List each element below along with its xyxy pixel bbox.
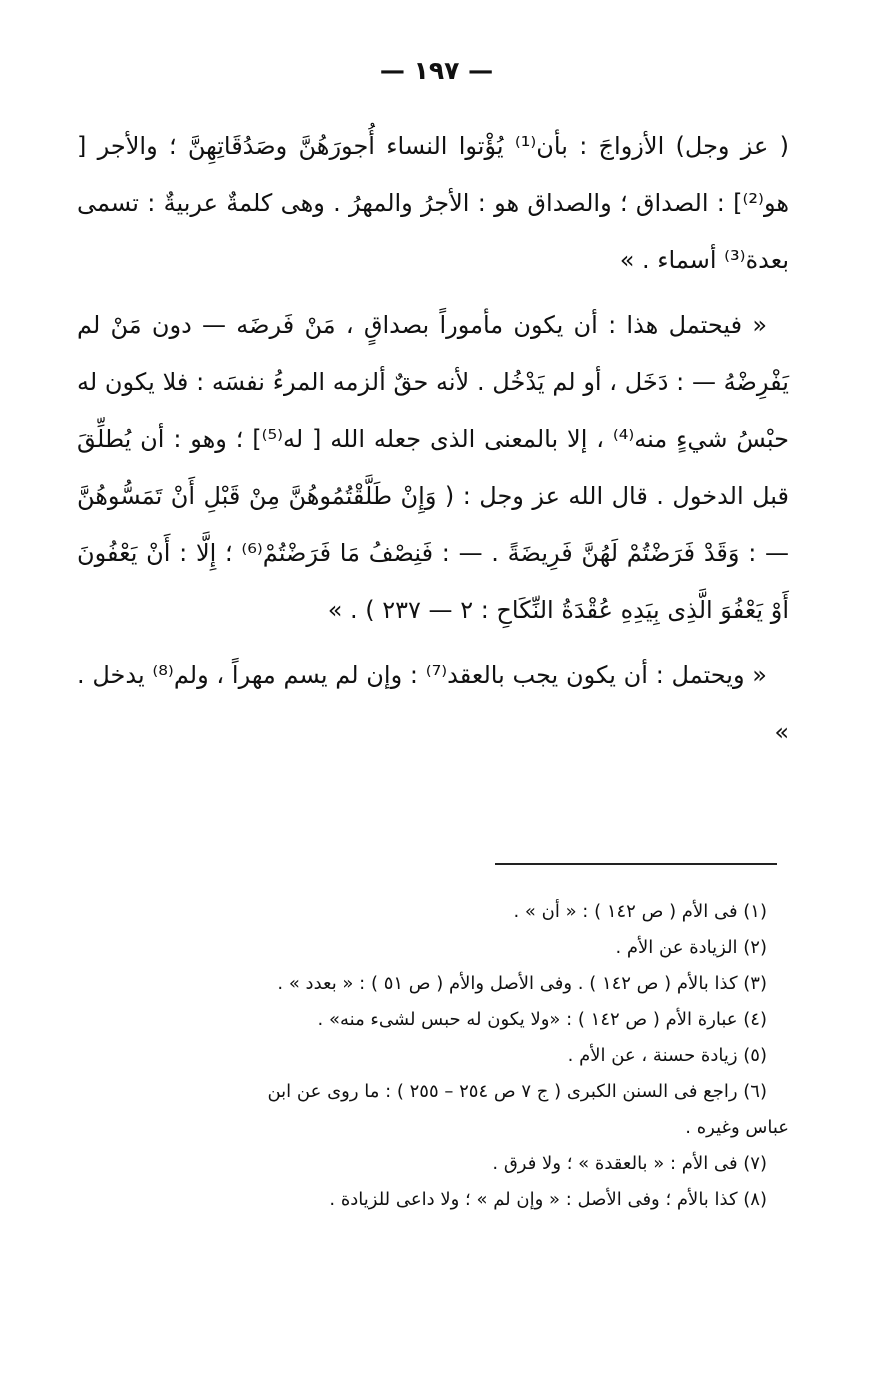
footnote-2: (٢) الزيادة عن الأم . xyxy=(615,937,767,958)
footnote-6: (٦) راجع فى السنن الكبرى ( ج ٧ ص ٢٥٤ – ٢٥٥ ) : ما روى عن ابن xyxy=(267,1081,767,1102)
paragraph-continuation: ( عز وجل) الأزواجَ : بأن⁽¹⁾ يُؤْتوا النساء أُجورَهُنَّ وصَدُقَاتِهِنَّ ؛ والأجر [ هو⁽²⁾] : الصداق ؛ والصداق هو : الأجرُ والمهرُ . وهى كلمةٌ عربيةٌ : تسمى بعدة⁽³⁾ أسماء . » xyxy=(77,132,790,274)
main-text xyxy=(77,118,789,765)
paragraph-quote-second: « ويحتمل : أن يكون يجب بالعقد⁽⁷⁾ : وإن لم يسم مهراً ، ولم⁽⁸⁾ يدخل . » xyxy=(77,661,789,746)
footnote-4: (٤) عبارة الأم ( ص ١٤٢ ) : «ولا يكون له حبس لشىء منه» . xyxy=(317,1009,767,1030)
footnote-8: (٨) كذا بالأم ؛ وفى الأصل : « وإن لم » ؛ ولا داعى للزيادة . xyxy=(329,1189,767,1210)
footnote-5: (٥) زيادة حسنة ، عن الأم . xyxy=(567,1045,767,1066)
footnote-6-continuation: عباس وغيره . xyxy=(685,1117,789,1138)
footnotes xyxy=(77,894,789,1218)
paragraph-quote-first: « فيحتمل هذا : أن يكون مأموراً بصداقٍ ، مَنْ فَرضَه — دون مَنْ لم يَفْرِضْهُ — : دَخَل ، أو لم يَدْخُل . لأنه حقٌ ألزمه المرءُ نفسَه : فلا يكون له حبْسُ شيءٍ منه⁽⁴⁾ ، إلا بالمعنى الذى جعله الله [ له⁽⁵⁾] ؛ وهو : أن يُطلِّقَ قبل الدخول . قال الله عز وجل : ( وَإِنْ طَلَّقْتُمُوهُنَّ مِنْ قَبْلِ أَنْ تَمَسُّوهُنَّ — : وَقَدْ فَرَضْتُمْ لَهُنَّ فَرِيضَةً . — : فَنِصْفُ مَا فَرَضْتُمْ⁽⁶⁾ ؛ إِلَّا : أَنْ يَعْفُونَ أَوْ يَعْفُوَ الَّذِى بِيَدِهِ عُقْدَةُ النِّكَاحِ : ٢ — ٢٣٧ ) . » xyxy=(77,311,789,624)
footnote-3: (٣) كذا بالأم ( ص ١٤٢ ) . وفى الأصل والأم ( ص ٥١ ) : « بعدد » . xyxy=(277,973,767,994)
footnote-7: (٧) فى الأم : « بالعقدة » ؛ ولا فرق . xyxy=(492,1153,767,1174)
footnote-1: (١) فى الأم ( ص ١٤٢ ) : « أن » . xyxy=(513,901,767,922)
page-number: — ١٩٧ — xyxy=(379,56,494,85)
footnote-divider xyxy=(495,863,777,865)
